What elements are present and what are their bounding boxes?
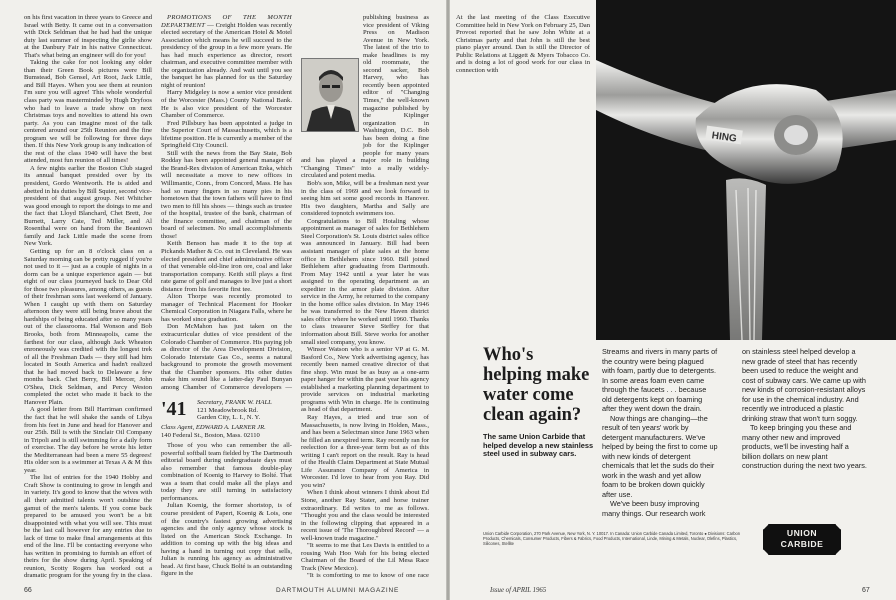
magazine-name-footer: DARTMOUTH ALUMNI MAGAZINE (276, 587, 400, 594)
paragraph: Congratulations to Bill Hotaling whose appointment as manager of sales for Bethlehem Steel Corporation's St. Louis district sales office was announced in January. Bill had been assistant manager of plate sales at the home office in Bethlehem since 1960. Bill joined Bethlehem after graduating from Dartmouth. From May 1942 until a year later he was assigned to the operating department as an expediter in the armor plate division. After service in the Army, he returned to the company in the home office sales division. In May 1946 he was transferred to the New Haven district sales office where he worked until 1960. Thanks to class treasurer Steve Steffey for that information about Bill. Steve works for another small steel company, you know. (301, 217, 429, 346)
ad-paragraph: We've been busy improving many things. Our research work (602, 499, 706, 518)
logo-text-line: CARBIDE (780, 539, 824, 549)
paragraph: publishing business as vice president of Viking Press on Madison Avenue in New York. The latest of the trio to make headlines is my old roommate, the second sacker, Bob Harvey, who has recently been appointed editor of "Changing Times," the well-known magazine published by the Kiplinger organization in Washington, D.C. Bob has been doing a fine job for the Kiplinger people for many years and has played a major role in building "Changing Times" into a really widely-circulated and potent media. (301, 14, 429, 180)
ad-body-column-1 (602, 347, 718, 518)
ad-paragraph: Now things are changing—the result of ten years' work by detergent manufacturers. We've helped by being the first to come up with new kinds of detergent chemicals that let the suds do their work in the wash and yet allow foam to be broken down quickly after use. (602, 413, 718, 499)
paragraph: Harry Midgeley is now a senior vice president of the Worcester (Mass.) County National Bank. He is also vice president of the Worcester Chamber of Commerce. (161, 89, 292, 120)
portrait-photo (301, 58, 359, 132)
portrait-icon (302, 59, 359, 132)
ad-body-column-2 (742, 347, 867, 471)
ad-fine-print: Union Carbide Corporation, 270 Park Avenue, New York, N. Y. 10017. In Canada: Union Carbide Canada Limited, Toronto ● Divisions: Carbon Products, Chemicals, Consumer Products, Fibers & Fabrics, Food Products, International, Linde, Mining & Metals, Nuclear, Olefins, Plastics, Silicones, Stellite (483, 531, 741, 547)
paragraph: Taking the cake for not looking any older than their Green Book pictures were Bill Bumstead, Bob Gensel, Art Root, Jack Little, and Bill Hayes. When you see them at reunion I'm sure you will agree! This whole wonderful class party was masterminded by Hugh Dryfoos who had to leave a trade show on next Christmas toys and novelties to attend his own party. As you can imagine most of the talk centered around our 25th Reunion and the fine program we will be following for three days then. If this New York group is any indication of the rest of the class 1940 will have the best attended, most fun reunion of all times! (24, 59, 152, 165)
class-agent-line: Class Agent, EDWARD A. LARNER JR. (161, 424, 266, 431)
paragraph: Getting up for an 8 o'clock class on a Saturday morning can be pretty rugged if you're not used to it — just as a couple of nights in a dorm can be a unique experience again — but eight of our class journeyed back to Dear Old for those two pleasures, among others, as guests of their freshman sons last weekend of January. When I caught up with them on Saturday afternoon they were still being brave about the hardships of being educated after so many years out of the classrooms. Hal Wonson and Bob Brooks, both from Minneapolis, came the farthest for our class, although Jack Wheaton enroneously was credited with the longest trek of all the Freshman Dads — they still had him located in South America and hadn't realized that he had moved back to Delaware a few months back. Chet Berry, Bill Mercer, John O'Shea, Dick Seldman, and Percy Weston completed the octet who made it back to the Hanover Plain. (24, 247, 152, 406)
secretary-line: Secretary, FRANK W. HALL (197, 399, 272, 406)
ad-headline: Who's helping make water come clean again? (483, 345, 590, 425)
paragraph: Julian Koenig, the former shortstop, is of course president of Papert, Koenig & Lois, one of the country's fastest growing advertising agencies and the only agency whose stock is listed on the American Stock Exchange. In addition to coming up with the big ideas and having a hand in turning out copy that sells, Julian is running his agency as administrative head. At first base, Chuck Bolté is an outstanding figure in the (161, 502, 292, 578)
page-number-left: 66 (24, 587, 32, 594)
class-year-number: '41 (161, 398, 187, 420)
faucet-photo (596, 0, 896, 340)
paragraph: Bob's son, Mike, will be a freshman next year in the class of 1969 and we look forward to seeing him set some good records in Hanover. His two daughters, Martha and Sally are considered topnotch swimmers too. (301, 180, 429, 218)
issue-date-footer: Issue of APRIL 1965 (490, 587, 547, 594)
paragraph: Don McMahon has just taken on the extracurricular duties of vice president of the Colorado Chamber of Commerce. His paying job as director of the Area Development Division, Colorado Interstate Gas Co., seems a natural background to promote the growth movement that the Chamber sponsors. His other duties make him sound like a latter-day Paul Bunyan among Chamber of Commerce developers — (161, 323, 292, 391)
paragraph: on his first vacation in three years to Greece and Israel with Betty. It came out in a conversation with Dick Seldman that he had had the unique duty last summer of inspecting the girlie show at the Danbury Fair in his native Connecticut. That's what being an engineer will do for you! (24, 14, 152, 59)
paragraph: Ray Hayes, a tried and true son of Massachusetts, is now living in Holden, Mass., and has been a Selectman since June 1963 when he filled an unexpired term. Ray recently ran for reelection for a three-year term but as of this writing I can't report on the result. Ray is head of the Health Claim Department at State Mutual Life Assurance Company of America in Worcester. I'd love to hear from you Ray. Did you win? (301, 413, 429, 489)
paragraph: The list of entries for the 1940 Hobby and Craft Show is continuing to grow in length and in variety. It's good to know that the wives with all their admitted talents won't outshine the gamut of the men's talents. If you come back prepared to be amused you won't be a bit disappointed with what you will see. This must be the last call however for any entries due to lack of time to make final arrangements at this end of the line. I'll be contacting everyone who has written in promising to furnish an effort of theirs for the show during April. Speaking of reunion, Scotty Rogers has worked out a dramatic program for the young fry in the class. (24, 474, 152, 579)
paragraph: Fred Pillsbury has been appointed a judge in the Superior Court of Massachusetts, which is a lifetime position. He is currently a member of the Springfield City Council. (161, 119, 292, 150)
ad-subheadline: The same Union Carbide that helped develop a new stainless steel used in subway cars. (483, 432, 594, 459)
ad-paragraph: Streams and rivers in many parts of the country were being plagued with foam, partly due to detergents. In some areas foam even came through the faucets . . . because old detergents kept on foaming after they went down the drain. (602, 347, 718, 413)
paragraph: Those of you who can remember the all-powerful softball team fielded by The Dartmouth editorial board during undergraduate days must also remember that famous double-play combination of Koenig to Harvey to Bolté. That was a team that could make all the plays and today they are still turning in satisfactory performances. (161, 442, 292, 502)
class-secretary-block (197, 399, 297, 422)
paragraph: Alton Thorpe was recently promoted to manager of Technical Placement for Hooker Chemical Corporation in Niagara Falls, where he has worked since graduation. (161, 293, 292, 323)
paragraph: Still with the news from the Bay State, Bob Rodday has been appointed general manager of the Brand-Rex division of American Enka, which will necessitate a move to new offices in Willimantic, Conn., from Concord, Mass. He has had so many fingers in so many pies in his hometown that the town fathers will have to find two men to fill his shoes — things such as trustee of the hospital, trustee of the bank, chairman of the finance committee, and chairman of the board of selectmen. No small accomplishments those! (161, 149, 292, 240)
faucet-stamp: HING (711, 130, 738, 145)
secretary-line: 121 Meadowbrook Rd. (197, 406, 258, 414)
right-column-1 (456, 14, 590, 339)
left-page (0, 0, 446, 600)
left-column-2 (161, 14, 292, 391)
ad-paragraph: To keep bringing you these and many other new and improved products, we'll be investing half a billion dollars on new plant construction during the next two years. (742, 423, 867, 470)
logo-text-line: UNION (786, 528, 818, 538)
paragraph-continued: At the last meeting of the Class Executive Committee held in New York on February 25, Dan Provost reported that he saw John White at a Christmas party and that John is still the best piano player around. Dan is still the Director of Public Relations at Liggett & Myers Tobacco Co. and is doing a lot of good work for our class in connection with (456, 14, 590, 74)
paragraph: A few nights earlier the Boston Club staged its annual banquet presided over by its president, Gordo Wentworth. He is aided and abetted in his duties by Bill Squier, second vice-president of that august group. Net Whitcher was good enough to report the doings to me and the fact that Lloyd Blanchard, Chet Brett, Joe Burnett, Larry Cate, Ted Miller, and Al Rosenthal were on hand from the Beantown family and Jack Little made the scene from New York. (24, 164, 152, 248)
class-agent-line: 140 Federal St., Boston, Mass. 02110 (161, 431, 260, 439)
paragraph: When I think about winners I think about Ed Stone, another Ray Stater, and horse trainer extraordinary. Ed writes to me as follows. "Thought you and the class would be interested in the following clipping that appeared in a recent issue of 'The Thoroughbred Record' — a well-known trade magazine." (301, 489, 429, 542)
left-column-1 (24, 14, 152, 579)
paragraph: A good letter from Bill Harriman confirmed the fact that he will shake the sands of Libya from his feet in June and head for Hanover and our 25th. Bill is with the Sinclair Oil Company in Tripoli and is still swimming for a daily form of exercise. The day before he wrote his letter the Mediterranean had been a mere 55 degrees! His older son is a swimmer at Texas A & M this year. (24, 406, 152, 474)
ad-paragraph: on stainless steel helped develop a new grade of steel that has recently been used to reduce the weight and cost of subway cars. We came up with new kinds of corrosion-resistant alloys for use in the chemical industry. And recently we introduced a plastic drinking straw that won't turn soggy. (742, 347, 866, 423)
paragraph: Winsor Watson who is a senior VP at G. M. Basford Co., New York advertising agency, has recently been named creative director of that fine shop. Win must be as busy as a one-arm paper hanger for within the past year his agency established a marketing planning department to provide services on industrial marketing programs with Win in charge. He is continuing as head of that department. (301, 346, 429, 414)
faucet-icon (596, 0, 896, 340)
left-column-3 (301, 14, 429, 579)
paragraph: Keith Benson has made it to the top at Pickands Mather & Co. out in Cleveland. He was elected president and chief administrative officer of that venerable old-line iron ore, coal and lake transportation company. Keith still plays a first rate game of golf and manages to live just a short distance from his favorite first tee. (161, 240, 292, 293)
section-heading: PROMOTIONS OF THE MONTH DEPARTMENT (161, 14, 292, 29)
union-carbide-logo (763, 524, 841, 555)
secretary-line: Garden City, L. I., N. Y. (197, 414, 261, 422)
paragraph: — Creight Holden was recently elected secretary of the American Hotel & Motel Association which means he will succeed to the presidency of the group in a few more years. He has had much experience as director, resort chairman, and executive committee member with the organization already. And wait until you see the banquet he has planned for us the Saturday night of reunion! (161, 21, 292, 89)
page-number-right: 67 (862, 587, 870, 594)
paragraph: "It is comforting to me to know of one race (307, 572, 429, 579)
paragraph: "It seems to me that Les Davis is entitled to a rousing Wah Hoo Wah for his being elected Chairman of the Board of the Lil Mesa Race Track (New Mexico). (301, 542, 429, 572)
left-column-2-lower (161, 424, 292, 580)
